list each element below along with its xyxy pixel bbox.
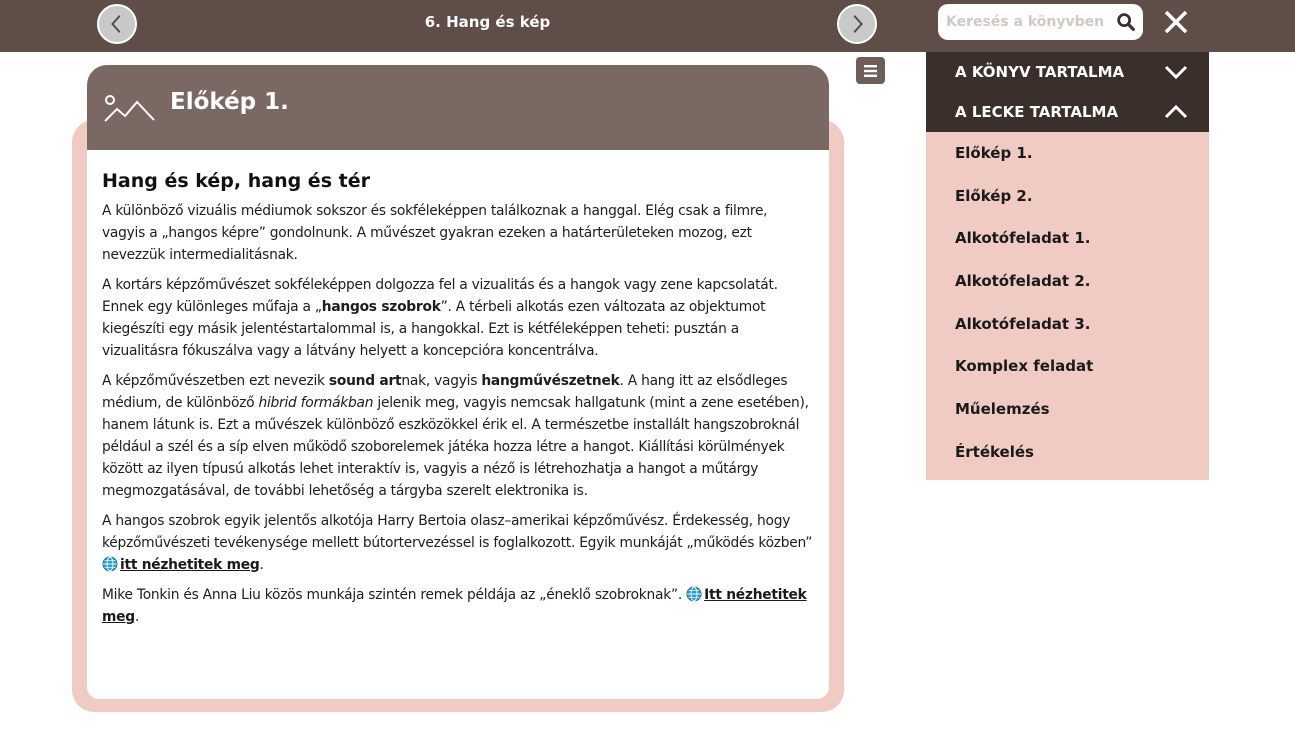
lesson-contents-label: A LECKE TARTALMA bbox=[955, 103, 1119, 121]
paragraph-4: A hangos szobrok egyik jelentős alkotója Harry Bertoia olasz–amerikai képzőművész. Érdekesség, hogy képzőművészeti tevékenysége mellett bútortervezéssel is foglalkozott. Egyik munkáját „működés közben” itt nézhetitek meg. bbox=[102, 513, 813, 573]
card-title: Előkép 1. bbox=[170, 89, 289, 115]
sidebar-item-elokep-1[interactable]: Előkép 1. bbox=[955, 144, 1033, 162]
book-contents-label: A KÖNYV TARTALMA bbox=[955, 63, 1125, 81]
close-icon[interactable] bbox=[1160, 6, 1192, 38]
paragraph-1: A különböző vizuális médiumok sokszor és sokféleképpen találkoznak a hanggal. Elég csak a filmre, vagyis a „hangos képre” gondolnunk. A művészet gyakran ezeken a határterületeken mozog, ezt nevezzük intermedialitásnak. bbox=[102, 203, 768, 263]
next-chapter-button[interactable] bbox=[837, 4, 877, 44]
chevron-down-icon bbox=[1164, 62, 1188, 82]
section-heading: Hang és kép, hang és tér bbox=[102, 170, 370, 192]
search-input[interactable] bbox=[946, 4, 1106, 40]
sidebar-item-alkotofeladat-3[interactable]: Alkotófeladat 3. bbox=[955, 314, 1091, 333]
mountain-icon bbox=[103, 94, 156, 124]
sidebar-item-muelemzes[interactable]: Műelemzés bbox=[955, 400, 1050, 419]
sidebar-item-elokep-2[interactable]: Előkép 2. bbox=[955, 186, 1033, 205]
menu-button[interactable] bbox=[856, 57, 885, 84]
sidebar bbox=[926, 52, 1209, 480]
chevron-up-icon bbox=[1164, 102, 1188, 122]
paragraph-2: A kortárs képzőművészet sokféleképpen dolgozza fel a vizualitás és a hangok vagy zene kapcsolatát. Ennek egy különleges műfaja a „hangos szobrok”. A térbeli alkotás ezen változata az objektumot kiegészíti egy másik jelentéstartalommal is, a hangokkal. Ezt is kétféleképpen teheti: pusztán a vizualitásra fókuszálva vagy a látvány helyett a koncepcióra koncentrálva. bbox=[102, 277, 778, 359]
lesson-contents-toggle[interactable] bbox=[926, 92, 1209, 132]
sidebar-item-alkotofeladat-2[interactable]: Alkotófeladat 2. bbox=[955, 272, 1091, 291]
hamburger-menu-icon bbox=[864, 65, 877, 77]
paragraph-5: Mike Tonkin és Anna Liu közös munkája szintén remek példája az „éneklő szobroknak”. Itt nézhetitek meg. bbox=[102, 587, 807, 625]
card-header bbox=[87, 65, 829, 150]
previous-chapter-button[interactable] bbox=[97, 4, 137, 44]
chevron-left-icon bbox=[106, 13, 128, 35]
globe-icon bbox=[102, 556, 118, 572]
search-icon[interactable] bbox=[1115, 11, 1137, 33]
chapter-title: 6. Hang és kép bbox=[424, 13, 551, 31]
tonkin-liu-video-link[interactable]: Itt nézhetitek meg bbox=[102, 587, 807, 625]
sidebar-item-komplex-feladat[interactable]: Komplex feladat bbox=[955, 357, 1094, 376]
book-contents-toggle[interactable] bbox=[926, 52, 1209, 92]
sidebar-item-ertekeles[interactable]: Értékelés bbox=[955, 442, 1034, 461]
bertoia-video-link[interactable]: itt nézhetitek meg bbox=[120, 557, 260, 573]
chevron-right-icon bbox=[846, 13, 868, 35]
paragraph-3: A képzőművészetben ezt nevezik sound artnak, vagyis hangművészetnek. A hang itt az elsődleges médium, de különböző hibrid formákban jelenik meg, vagyis nemcsak hallgatunk (mint a zene esetében), hanem látunk is. Ezt a művészek különböző eszközökkel érik el. A természetbe installált hangszobroknál például a szél és a síp elven működő szoborelemek játéka hozza létre a hangot. Kiállítási körülmények között az ilyen típusú alkotás lehet interaktív is, vagyis a néző is létrehozhatja a hangot a műtárgy megmozgatásával, de további lehetőség a tárgyba szerelt elektronika is. bbox=[102, 373, 809, 499]
globe-icon bbox=[686, 586, 702, 602]
sidebar-item-alkotofeladat-1[interactable]: Alkotófeladat 1. bbox=[955, 229, 1091, 248]
card-body bbox=[87, 150, 829, 699]
lesson-contents-list bbox=[926, 132, 1209, 480]
book-search bbox=[938, 4, 1143, 40]
